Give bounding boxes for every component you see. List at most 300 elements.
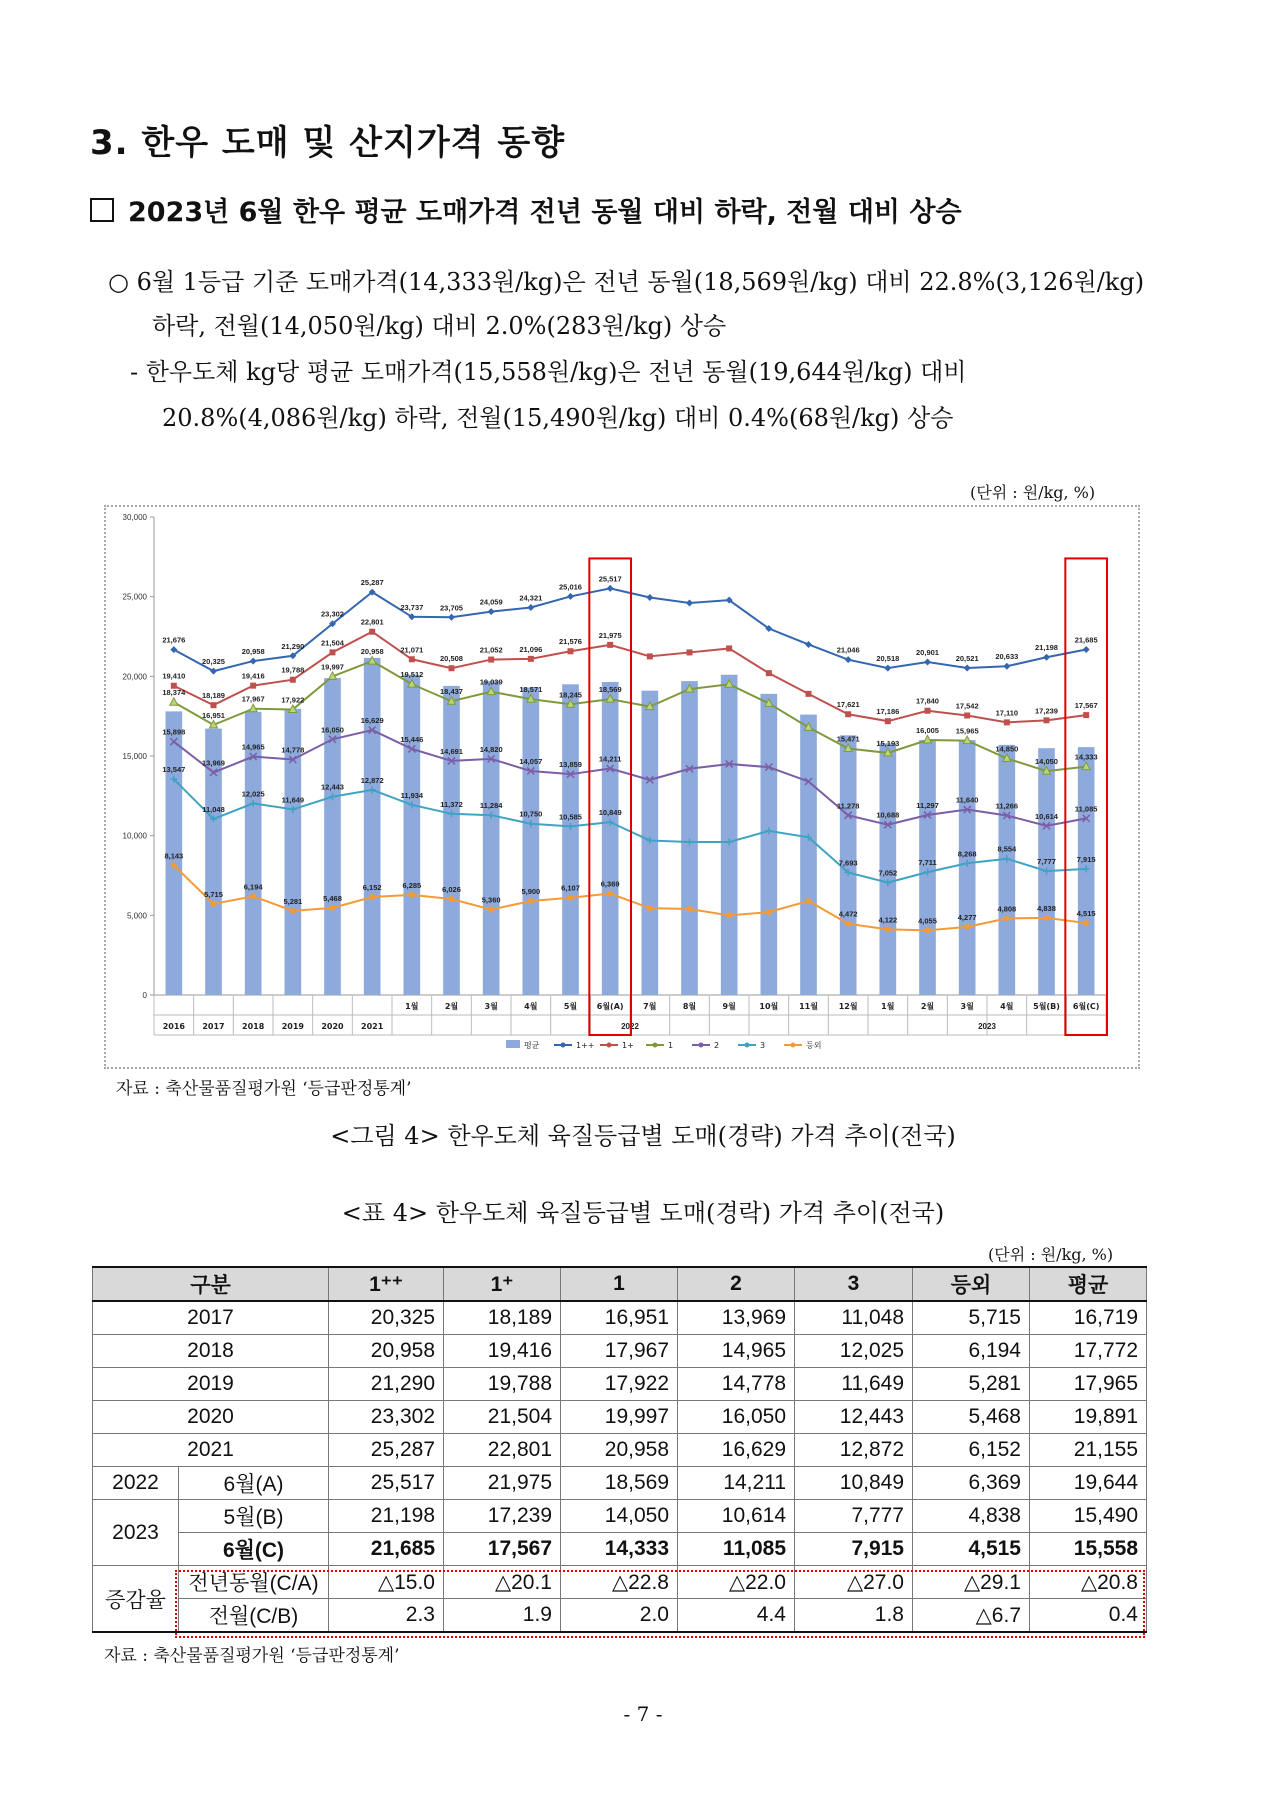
page-number: - 7 - — [623, 1702, 663, 1726]
point-marker — [568, 895, 574, 901]
legend-label: 등외 — [806, 1041, 822, 1050]
data-label: 14,850 — [995, 744, 1019, 754]
bullet-1-line-1: ○ 6월 1등급 기준 도매가격(14,333원/kg)은 전년 동월(18,569원/kg) 대비 22.8%(3,126원/kg) — [108, 268, 1145, 296]
table-cell: 4,838 — [913, 1500, 1030, 1533]
data-label: 10,614 — [1035, 811, 1058, 821]
x-tick-label: 4월 — [524, 1002, 538, 1011]
data-label: 5,360 — [481, 895, 501, 905]
data-label: 21,198 — [1035, 643, 1058, 653]
bullet-2-line-2: 20.8%(4,086원/kg) 하락, 전월(15,490원/kg) 대비 0.4%(68원/kg) 상승 — [162, 404, 954, 432]
point-marker — [1003, 663, 1010, 670]
data-label: 11,372 — [440, 799, 463, 809]
data-label: 11,278 — [836, 801, 860, 811]
point-marker — [211, 901, 217, 907]
point-marker — [925, 708, 931, 714]
point-marker — [170, 698, 178, 706]
table-cell: 10,614 — [678, 1500, 795, 1533]
table-row — [93, 1500, 1147, 1533]
table-cell: 18,189 — [444, 1301, 561, 1335]
point-marker — [925, 927, 931, 933]
data-label: 20,901 — [916, 647, 939, 657]
data-label: 11,048 — [202, 804, 225, 814]
point-marker — [924, 658, 931, 665]
data-label: 16,005 — [916, 725, 939, 735]
table-row — [93, 1467, 1147, 1500]
data-label: 17,542 — [955, 701, 979, 711]
table-cell: 17,965 — [1030, 1368, 1147, 1401]
data-label: 21,975 — [598, 630, 622, 640]
table-cell: 21,685 — [329, 1533, 444, 1566]
x-tick-label: 4월 — [1000, 1002, 1014, 1011]
bar-average — [404, 675, 421, 995]
legend-marker — [561, 1043, 566, 1048]
legend-label: 1+ — [622, 1041, 634, 1050]
data-label: 17,110 — [995, 708, 1019, 718]
row-label: 6월(A) — [179, 1467, 329, 1500]
point-marker — [449, 896, 455, 902]
row-label: 전년동월(C/A) — [179, 1566, 329, 1599]
row-label: 6월(C) — [179, 1533, 329, 1566]
table-cell: 20,958 — [329, 1335, 444, 1368]
data-label: 17,967 — [241, 694, 265, 704]
point-marker — [409, 656, 415, 662]
x-tick-label: 5월(B) — [1033, 1002, 1060, 1011]
point-marker — [607, 585, 614, 592]
x-tick-label: 2019 — [281, 1022, 304, 1031]
data-label: 15,965 — [955, 726, 979, 736]
data-label: 4,808 — [997, 904, 1017, 914]
data-label: 11,085 — [1074, 804, 1098, 814]
table-cell: 20,325 — [329, 1301, 444, 1335]
table-cell: 2.3 — [329, 1599, 444, 1633]
data-label: 14,333 — [1074, 752, 1098, 762]
data-label: 10,585 — [559, 812, 582, 822]
table-cell: △6.7 — [913, 1599, 1030, 1633]
table-cell: 25,287 — [329, 1434, 444, 1467]
data-label: 11,934 — [400, 790, 424, 800]
table-cell: △27.0 — [795, 1566, 913, 1599]
point-marker — [607, 642, 613, 648]
x-tick-label: 2017 — [202, 1022, 225, 1031]
section-title: 3. 한우 도매 및 산지가격 동향 — [90, 123, 566, 163]
data-label: 6,194 — [243, 882, 263, 892]
header-average: 평균 — [1030, 1267, 1147, 1301]
legend-marker — [699, 1043, 704, 1048]
data-label: 8,268 — [957, 849, 977, 859]
data-label: 21,290 — [281, 641, 305, 651]
data-label: 5,715 — [204, 889, 223, 899]
table-cell: 0.4 — [1030, 1599, 1147, 1633]
point-marker — [330, 905, 336, 911]
data-label: 7,915 — [1076, 854, 1096, 864]
legend-marker — [653, 1043, 658, 1048]
y-tick-label: 0 — [142, 991, 147, 1000]
table-cell: △15.0 — [329, 1566, 444, 1599]
row-label: 2017 — [93, 1301, 329, 1335]
point-marker — [964, 665, 971, 672]
legend-label: 2 — [714, 1041, 720, 1050]
data-label: 18,245 — [559, 690, 582, 700]
data-label: 19,410 — [162, 671, 186, 681]
bar-average — [483, 681, 500, 995]
legend-label: 평균 — [524, 1041, 540, 1050]
x-tick-label: 2020 — [321, 1022, 344, 1031]
point-marker — [211, 702, 217, 708]
data-label: 23,302 — [321, 609, 344, 619]
point-marker — [686, 600, 693, 607]
point-marker — [845, 711, 851, 717]
bar-average — [523, 687, 540, 995]
point-marker — [1083, 712, 1089, 718]
data-label: 19,788 — [281, 665, 305, 675]
point-marker — [250, 658, 257, 665]
table-cell: 16,951 — [561, 1301, 678, 1335]
table-cell: 12,872 — [795, 1434, 913, 1467]
bullet-2-line-1: - 한우도체 kg당 평균 도매가격(15,558원/kg)은 전년 동월(19,644원/kg) 대비 — [130, 358, 967, 386]
price-trend-chart — [106, 507, 1138, 1067]
point-marker — [726, 912, 732, 918]
table-cell: 11,048 — [795, 1301, 913, 1335]
data-label: 14,050 — [1035, 757, 1058, 767]
point-marker — [290, 908, 296, 914]
data-label: 13,859 — [559, 760, 582, 770]
table-cell: 16,629 — [678, 1434, 795, 1467]
point-marker — [488, 907, 494, 913]
data-label: 21,096 — [519, 644, 543, 654]
data-label: 4,515 — [1076, 909, 1096, 919]
table-cell: △22.8 — [561, 1566, 678, 1599]
data-label: 19,039 — [479, 677, 503, 687]
x-tick-label: 11월 — [799, 1002, 818, 1011]
point-marker — [646, 594, 653, 601]
table-cell: 1.8 — [795, 1599, 913, 1633]
table-cell: 2.0 — [561, 1599, 678, 1633]
table-cell: 14,965 — [678, 1335, 795, 1368]
data-label: 6,107 — [561, 883, 580, 893]
table-cell: 5,281 — [913, 1368, 1030, 1401]
data-label: 14,691 — [440, 746, 463, 756]
bar-average — [800, 715, 817, 995]
data-label: 7,052 — [878, 868, 898, 878]
legend-swatch — [506, 1040, 520, 1048]
row-label: 2019 — [93, 1368, 329, 1401]
data-label: 15,471 — [836, 734, 860, 744]
y-tick-label: 15,000 — [122, 752, 147, 761]
data-label: 21,046 — [836, 645, 860, 655]
table-cell: 11,085 — [678, 1533, 795, 1566]
row-label: 2020 — [93, 1401, 329, 1434]
table-cell: △22.0 — [678, 1566, 795, 1599]
table-source: 자료 : 축산물품질평가원 ‘등급판정통계’ — [104, 1646, 400, 1666]
table-row — [93, 1301, 1147, 1335]
bar-average — [761, 694, 778, 995]
table-row — [93, 1434, 1147, 1467]
data-label: 19,512 — [400, 670, 424, 680]
point-marker — [1004, 915, 1010, 921]
data-label: 19,416 — [241, 671, 265, 681]
x-tick-label: 2월 — [920, 1002, 935, 1011]
row-group-label: 2023 — [93, 1500, 179, 1566]
point-marker — [647, 905, 653, 911]
data-label: 7,711 — [918, 858, 937, 868]
data-label: 15,446 — [400, 734, 424, 744]
point-marker — [1044, 915, 1050, 921]
x-tick-label: 10월 — [759, 1002, 779, 1011]
table-cell: 23,302 — [329, 1401, 444, 1434]
y-tick-label: 10,000 — [122, 831, 147, 841]
table-cell: 14,778 — [678, 1368, 795, 1401]
row-group-label: 2022 — [93, 1467, 179, 1500]
point-marker — [330, 649, 336, 655]
bar-average — [959, 740, 976, 995]
point-marker — [527, 604, 534, 611]
point-marker — [567, 593, 574, 600]
table-cell: 16,719 — [1030, 1301, 1147, 1335]
header-grade-1: 1 — [561, 1267, 678, 1301]
point-marker — [964, 924, 970, 930]
data-label: 11,640 — [955, 795, 979, 805]
row-group-label: 증감율 — [93, 1566, 179, 1633]
data-label: 25,287 — [360, 578, 384, 588]
data-label: 17,922 — [281, 695, 305, 705]
table-cell: 17,772 — [1030, 1335, 1147, 1368]
point-marker — [766, 670, 772, 676]
price-table — [92, 1266, 1147, 1633]
x-tick-label: 2016 — [162, 1022, 185, 1031]
data-label: 20,958 — [360, 647, 384, 657]
data-label: 21,676 — [162, 635, 186, 645]
row-label: 2021 — [93, 1434, 329, 1467]
data-label: 16,050 — [321, 725, 344, 735]
table-cell: 20,958 — [561, 1434, 678, 1467]
table-cell: △29.1 — [913, 1566, 1030, 1599]
point-marker — [805, 641, 812, 648]
table-cell: 22,801 — [444, 1434, 561, 1467]
table-cell: 12,025 — [795, 1335, 913, 1368]
bar-average — [443, 686, 460, 995]
data-label: 17,840 — [916, 696, 939, 706]
header-grade-3: 3 — [795, 1267, 913, 1301]
data-label: 4,472 — [838, 909, 858, 919]
data-label: 13,547 — [162, 765, 186, 775]
x-tick-label: 2018 — [242, 1022, 265, 1031]
header-category: 구분 — [93, 1267, 329, 1301]
chart-frame — [104, 505, 1140, 1069]
data-label: 20,521 — [955, 654, 979, 664]
table-cell: 11,649 — [795, 1368, 913, 1401]
table-cell: 21,198 — [329, 1500, 444, 1533]
data-label: 7,693 — [838, 858, 858, 868]
data-label: 11,266 — [995, 801, 1019, 811]
point-marker — [687, 906, 693, 912]
table-cell: 6,152 — [913, 1434, 1030, 1467]
table-cell: 14,211 — [678, 1467, 795, 1500]
row-label: 전월(C/B) — [179, 1599, 329, 1633]
table-cell: 17,567 — [444, 1533, 561, 1566]
table-cell: 19,644 — [1030, 1467, 1147, 1500]
bar-average — [999, 745, 1016, 995]
data-label: 6,285 — [402, 880, 422, 890]
bar-average — [721, 675, 738, 995]
table-cell: 7,777 — [795, 1500, 913, 1533]
point-marker — [1004, 719, 1010, 725]
table-cell: 19,997 — [561, 1401, 678, 1434]
point-marker — [647, 653, 653, 659]
point-marker — [964, 712, 970, 718]
table-cell: 17,239 — [444, 1500, 561, 1533]
y-tick-label: 30,000 — [122, 513, 147, 522]
data-label: 5,900 — [521, 886, 541, 896]
table-cell: △20.8 — [1030, 1566, 1147, 1599]
data-label: 17,567 — [1074, 701, 1098, 711]
table-row — [93, 1335, 1147, 1368]
header-grade-1p: 1⁺ — [444, 1267, 561, 1301]
x-tick-label: 6월(A) — [596, 1002, 624, 1011]
point-marker — [687, 649, 693, 655]
data-label: 12,872 — [360, 775, 384, 785]
x-tick-label: 6월(C) — [1072, 1002, 1100, 1011]
table-cell: 21,155 — [1030, 1434, 1147, 1467]
data-label: 16,951 — [202, 710, 225, 720]
point-marker — [885, 926, 891, 932]
data-label: 4,277 — [957, 912, 977, 922]
x-tick-label: 9월 — [722, 1002, 736, 1011]
data-label: 10,750 — [519, 809, 543, 819]
data-label: 13,969 — [202, 758, 225, 768]
chart-unit: (단위 : 원/kg, %) — [970, 483, 1096, 502]
data-label: 12,025 — [241, 789, 265, 799]
data-label: 5,281 — [283, 896, 303, 906]
data-label: 23,737 — [400, 602, 424, 612]
point-marker — [250, 893, 256, 899]
table-cell: 15,558 — [1030, 1533, 1147, 1566]
point-marker — [885, 718, 891, 724]
data-label: 11,284 — [479, 801, 503, 811]
point-marker — [568, 648, 574, 654]
data-label: 20,325 — [202, 657, 225, 667]
data-label: 12,443 — [321, 782, 344, 792]
table-caption: <표 4> 한우도체 육질등급별 도매(경락) 가격 추이(전국) — [341, 1199, 945, 1227]
bar-average — [919, 740, 936, 995]
point-marker — [250, 683, 256, 689]
table-cell: 4,515 — [913, 1533, 1030, 1566]
data-label: 11,649 — [281, 795, 305, 805]
y-tick-label: 25,000 — [122, 592, 147, 602]
table-cell: 19,891 — [1030, 1401, 1147, 1434]
x-tick-label: 1월 — [881, 1002, 895, 1011]
data-label: 10,849 — [598, 808, 622, 818]
point-marker — [726, 645, 732, 651]
table-cell: 21,975 — [444, 1467, 561, 1500]
data-label: 20,518 — [876, 654, 900, 664]
data-label: 6,152 — [362, 882, 382, 892]
data-label: 4,055 — [918, 916, 937, 926]
year-group-label: 2022 — [621, 1022, 639, 1031]
checkbox-square-icon — [90, 198, 114, 222]
data-label: 21,052 — [479, 645, 503, 655]
point-marker — [171, 862, 177, 868]
data-label: 23,705 — [440, 603, 463, 613]
data-label: 16,629 — [360, 716, 384, 726]
table-cell: 12,443 — [795, 1401, 913, 1434]
table-header-row — [93, 1267, 1147, 1301]
data-label: 19,997 — [321, 662, 344, 672]
headline-text: 2023년 6월 한우 평균 도매가격 전년 동월 대비 하락, 전월 대비 상승 — [128, 197, 962, 228]
data-label: 11,297 — [916, 801, 939, 811]
data-label: 17,186 — [876, 707, 900, 717]
data-label: 4,122 — [878, 915, 898, 925]
table-cell: 10,849 — [795, 1467, 913, 1500]
data-label: 14,211 — [598, 754, 622, 764]
point-marker — [845, 656, 852, 663]
bar-average — [602, 682, 619, 995]
x-tick-label: 1월 — [405, 1002, 419, 1011]
point-marker — [290, 677, 296, 683]
point-marker — [1044, 717, 1050, 723]
data-label: 8,554 — [997, 844, 1017, 854]
table-cell: 7,915 — [795, 1533, 913, 1566]
data-label: 25,016 — [559, 582, 582, 592]
table-cell: 21,504 — [444, 1401, 561, 1434]
point-marker — [488, 608, 495, 615]
x-tick-label: 7월 — [643, 1002, 657, 1011]
data-label: 5,468 — [323, 893, 342, 903]
bar-average — [245, 712, 262, 995]
data-label: 21,504 — [321, 638, 344, 648]
table-cell: 4.4 — [678, 1599, 795, 1633]
point-marker — [369, 894, 375, 900]
header-grade-out: 등외 — [913, 1267, 1030, 1301]
table-row — [93, 1401, 1147, 1434]
data-label: 21,685 — [1074, 635, 1098, 645]
point-marker — [488, 657, 494, 663]
point-marker — [766, 909, 772, 915]
table-cell: △20.1 — [444, 1566, 561, 1599]
figure-caption: <그림 4> 한우도체 육질등급별 도매(경략) 가격 추이(전국) — [330, 1122, 956, 1150]
point-marker — [806, 691, 812, 697]
point-marker — [607, 891, 613, 897]
point-marker — [369, 629, 375, 635]
point-marker — [1043, 654, 1050, 661]
table-cell: 14,333 — [561, 1533, 678, 1566]
data-label: 10,688 — [876, 810, 900, 820]
data-label: 18,571 — [519, 685, 543, 695]
table-row-current — [93, 1533, 1147, 1566]
legend-label: 1 — [668, 1041, 674, 1050]
data-label: 18,437 — [440, 687, 463, 697]
data-label: 14,057 — [519, 757, 543, 767]
table-cell: 17,922 — [561, 1368, 678, 1401]
point-marker — [528, 898, 534, 904]
x-tick-label: 8월 — [682, 1002, 697, 1011]
table-cell: 14,050 — [561, 1500, 678, 1533]
table-cell: 5,468 — [913, 1401, 1030, 1434]
row-label: 5월(B) — [179, 1500, 329, 1533]
table-row — [93, 1599, 1147, 1633]
data-label: 20,508 — [440, 654, 463, 664]
data-label: 6,026 — [442, 884, 461, 894]
legend-label: 3 — [760, 1041, 766, 1050]
data-label: 4,838 — [1037, 903, 1056, 913]
data-label: 14,820 — [479, 744, 503, 754]
point-marker — [1083, 920, 1089, 926]
data-label: 17,621 — [836, 700, 860, 710]
table-cell: 19,788 — [444, 1368, 561, 1401]
header-grade-2: 2 — [678, 1267, 795, 1301]
legend-label: 1++ — [576, 1041, 595, 1050]
data-label: 18,189 — [202, 691, 225, 701]
y-tick-label: 5,000 — [126, 911, 147, 921]
